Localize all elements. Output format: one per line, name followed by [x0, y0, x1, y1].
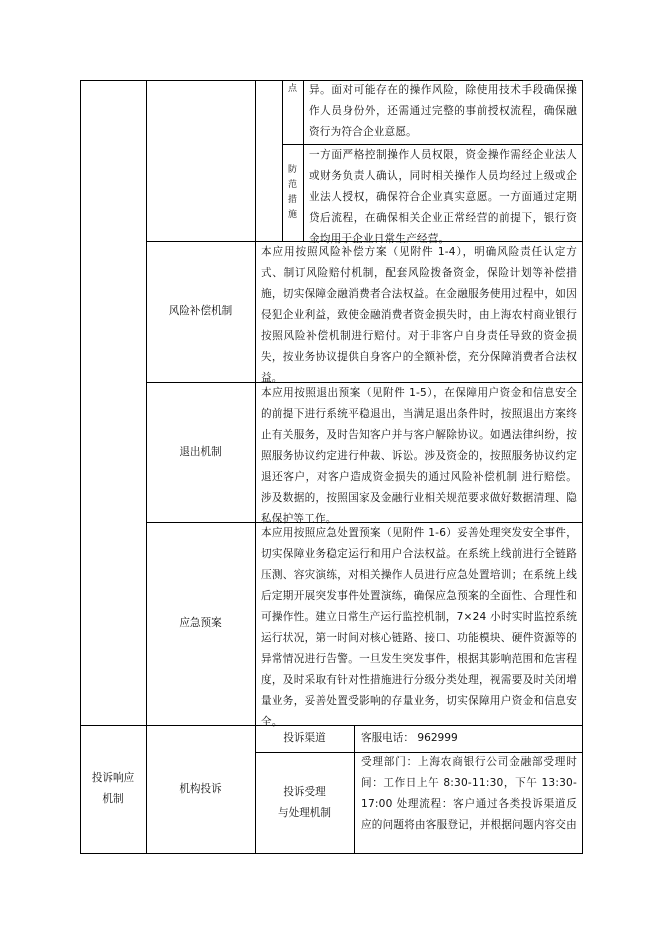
- complaint-handling-label-line1: 投诉受理: [283, 785, 326, 798]
- prevention-label-char-2: 措: [287, 194, 297, 205]
- prevention-label-char-0: 防: [287, 164, 297, 175]
- rule-bottom: [80, 853, 582, 854]
- complaint-handling-text: 受理部门：上海农商银行公司金融部受理时间：工作日上午 8:30-11:30，下午 13:30-17:00 处理流程：客户通过各类投诉渠道反应的问题将由客服登记，并根据问题内容交由: [361, 756, 577, 831]
- compensation-text: 本应用按照风险补偿方案（见附件 1-4），明确风险责任认定方式、制订风险赔付机制，配套风险拨备资金，保险计划等补偿措施，切实保障金融消费者合法权益。在金融服务使用过程中，如因侵犯企业利益，致使金融消费者资金损失时，由上海农村商业银行按照风险补偿机制进行赔付。对于非客户自身责任导致的资金损失，按业务协议提供自身客户的全额补偿，充分保障消费者合法权益。: [261, 246, 577, 384]
- risk-point-label: [282, 80, 303, 97]
- complaint-section-label-line2: 机制: [102, 793, 124, 805]
- exit-text: 本应用按照退出预案（见附件 1-5），在保障用户资金和信息安全的前提下进行系统平稳退出，当满足退出条件时，按照退出方案终止有关服务，及时告知客户并与客户解除协议。如遇法律纠纷，按照服务协议约定进行仲裁、诉讼。涉及资金的，按照服务协议约定退还客户，对客户造成资金损失的通过风险补偿机制 进行赔偿。涉及数据的，按照国家及金融行业相关规范要求做好数据清理、隐私保护等工作。: [261, 387, 577, 525]
- emergency-label: 应急预案: [179, 617, 222, 629]
- complaint-handling-label: [255, 752, 354, 853]
- prevention-label-char-3: 施: [287, 209, 297, 220]
- exit-label: 退出机制: [179, 445, 222, 458]
- emergency-text: 本应用按照应急处置预案（见附件 1-6）妥善处理突发安全事件，切实保障业务稳定运行和用户合法权益。在系统上线前进行全链路压测、容灾演练，对相关操作人员进行应急处置培训；在系统上线后定期开展突发事件处置演练，确保应急预案的全面性、合理性和可操作性。建立日常生产运行监控机制，7×24 小时实时监控系统运行状况，第一时间对核心链路、接口、功能模块、硬件资源等的异常情况进行告警。一旦发生突发事件，根据其影响范围和危害程度，及时采取有针对性措施进行分级分类处理，视需要及时关闭增量业务，妥善处置受影响的存量业务，切实保障用户资金和信息安全。: [261, 527, 577, 728]
- risk-point-label-char-0: 点: [287, 84, 297, 94]
- complaint-section-label-line1: 投诉响应: [91, 772, 135, 784]
- complaint-sub-label: 机构投诉: [179, 782, 222, 795]
- complaint-channel-label: 投诉渠道: [283, 732, 326, 744]
- complaint-channel-value: 客服电话： 962999: [361, 732, 458, 744]
- complaint-handling-label-line2: 与处理机制: [278, 806, 331, 819]
- rule-right: [582, 80, 583, 854]
- compensation-label: 风险补偿机制: [168, 305, 233, 317]
- complaint-section-label: [80, 725, 146, 853]
- prevention-label-char-1: 范: [287, 179, 297, 190]
- prevention-text: 一方面严格控制操作人员权限，资金操作需经企业法人或财务负责人确认，同时相关操作人员均经过上级或企业法人授权，确保符合企业真实意愿。一方面通过定期贷后流程，在确保相关企业正常经营的前提下，银行资金均用于企业日常生产经营。: [309, 149, 577, 245]
- risk-point-text: 异。面对可能存在的操作风险，除使用技术手段确保操作人员身份外，还需通过完整的事前授权流程，确保融资行为符合企业意愿。: [309, 84, 577, 138]
- prevention-label: [282, 144, 303, 241]
